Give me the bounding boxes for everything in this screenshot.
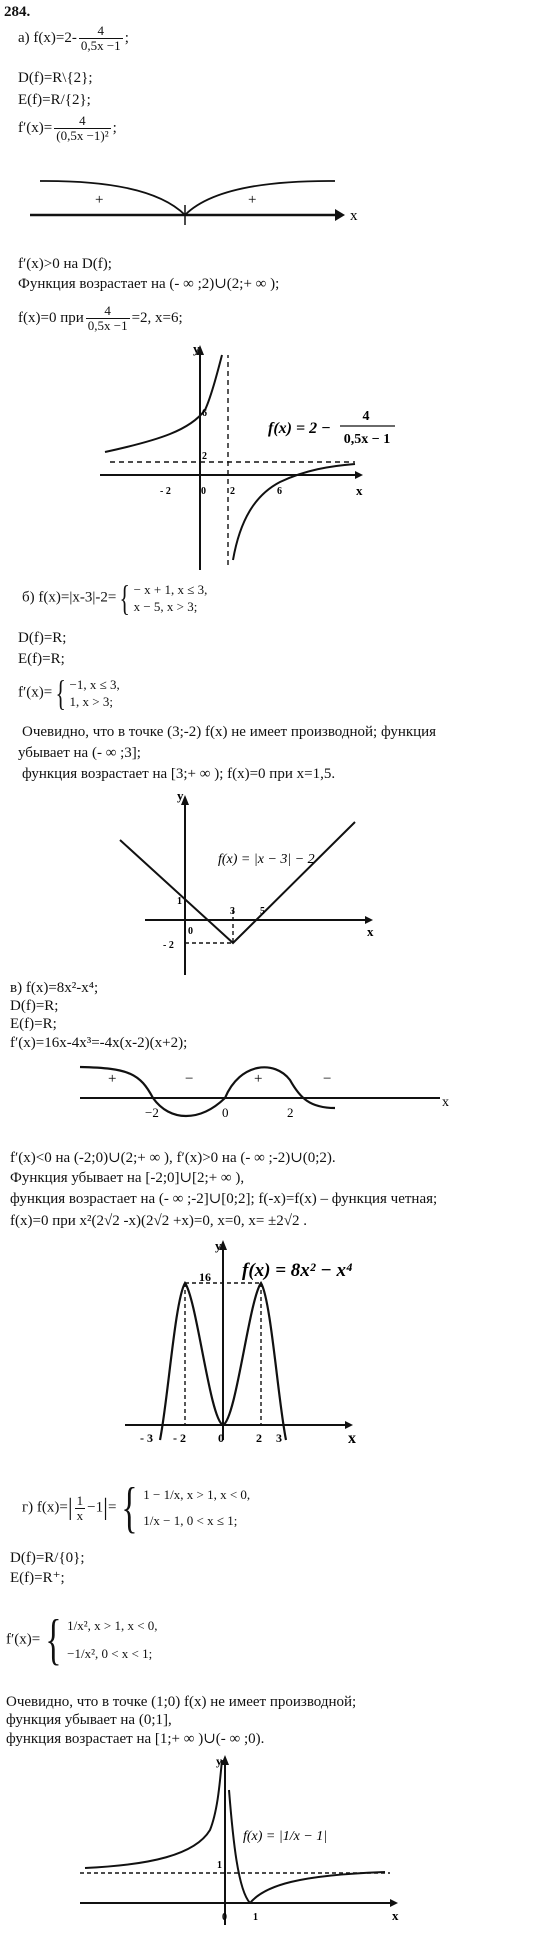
- part-c-x-arrow: [345, 1421, 353, 1429]
- part-d-range: E(f)=R⁺;: [10, 1570, 65, 1586]
- part-c-sign-note: f′(x)<0 на (-2;0)∪(2;+ ∞ ), f′(x)>0 на (- ∞ ;-2)∪(0;2).: [10, 1150, 336, 1166]
- part-b-y-label: y: [177, 788, 184, 803]
- part-c-sign-minus-1: −: [185, 1071, 194, 1087]
- part-c-sign-minus-2: −: [323, 1071, 332, 1087]
- part-a-sign-curve-left: [40, 181, 185, 215]
- part-d-x-label: x: [392, 1908, 399, 1923]
- part-d-curve-left: [85, 1760, 222, 1868]
- part-a-tick-6y: 6: [202, 408, 207, 419]
- problem-number: 284.: [4, 4, 31, 20]
- part-b-cases: [134, 581, 208, 615]
- part-c-tick-2: 2: [256, 1431, 262, 1445]
- part-d-domain: D(f)=R/{0};: [10, 1550, 85, 1566]
- part-a-graph-formula-num: 4: [362, 409, 370, 424]
- part-c-graph-formula: f(x) = 8x² − x⁴: [242, 1260, 353, 1281]
- part-b-tick-5: 5: [260, 906, 265, 917]
- part-d-function-lhs: г) f(x)=: [22, 1499, 68, 1516]
- part-b-x-label: x: [367, 924, 374, 939]
- part-a-range: E(f)=R/{2};: [18, 92, 91, 108]
- part-d-abs-num: 1: [76, 1492, 84, 1508]
- part-c-domain: D(f)=R;: [10, 998, 59, 1014]
- part-b-tick-0: 0: [188, 926, 193, 937]
- part-a-fraction-num: 4: [97, 23, 105, 38]
- part-c-tick-m2: - 2: [173, 1431, 186, 1445]
- part-a-zero-num: 4: [104, 303, 111, 318]
- part-c-sign-tick-2: 2: [287, 1105, 294, 1120]
- part-c-sign-plus-1: +: [108, 1071, 117, 1087]
- part-a-derivative-num: 4: [79, 113, 86, 128]
- part-d-abs-right: |: [103, 1495, 108, 1521]
- part-a-sign-plus-left: +: [95, 192, 104, 208]
- part-d-y-label: y: [216, 1754, 222, 1768]
- part-d-deriv-brace: {: [45, 1609, 62, 1671]
- part-a-sign-chart: [30, 181, 358, 225]
- part-a-sign-x-label: x: [350, 208, 358, 224]
- part-b-derivative-lhs: f′(x)=: [18, 684, 53, 701]
- part-d-tick-0: 0: [222, 1912, 227, 1923]
- part-d-case-1: 1 − 1/x, x > 1, x < 0,: [143, 1487, 251, 1502]
- part-c-graph: [125, 1238, 356, 1447]
- part-a-positive: f′(x)>0 на D(f);: [18, 256, 112, 272]
- part-b-deriv-cases: [70, 676, 120, 710]
- part-d-abs-fraction: [75, 1494, 86, 1523]
- part-a-derivative-post: ;: [112, 119, 117, 136]
- part-c-range: E(f)=R;: [10, 1016, 57, 1032]
- part-a-domain: D(f)=R\{2};: [18, 70, 93, 86]
- part-c-tick-0: 0: [218, 1431, 224, 1445]
- part-d-note-1: Очевидно, что в точке (1;0) f(x) не имеет производной;: [6, 1694, 357, 1710]
- part-b-note-1: Очевидно, что в точке (3;-2) f(x) не имеет производной; функция: [22, 724, 437, 740]
- part-d-abs-post: −1: [87, 1499, 104, 1516]
- part-b-graph-formula: f(x) = |x − 3| − 2: [218, 852, 315, 867]
- part-b-dcase-2: 1, x > 3;: [69, 694, 113, 709]
- part-d-deriv-cases: [67, 1612, 157, 1668]
- part-a-zero: [18, 304, 183, 333]
- part-d-x-arrow: [390, 1899, 398, 1907]
- part-b-tick-m2: - 2: [163, 940, 174, 951]
- part-a-curve-right: [233, 464, 355, 560]
- part-c-zeros: f(x)=0 при x²(2√2 -x)(2√2 +x)=0, x=0, x= ±2√2 .: [10, 1213, 307, 1229]
- part-c-increasing: функция возрастает на (- ∞ ;-2]∪[0;2]; f(-x)=f(x) – функция четная;: [10, 1191, 438, 1207]
- part-a-increasing: Функция возрастает на (- ∞ ;2)∪(2;+ ∞ );: [18, 276, 280, 292]
- part-b-graph: [120, 788, 374, 975]
- part-d-note-2: функция убывает на (0;1],: [6, 1712, 172, 1728]
- part-c-y-label: y: [215, 1238, 222, 1253]
- part-a-curve-left: [105, 355, 222, 452]
- part-b-tick-3: 3: [230, 906, 235, 917]
- part-c-sign-tick-0: 0: [222, 1105, 229, 1120]
- part-a-zero-lhs: f(x)=0 при: [18, 309, 84, 326]
- part-d-note-3: функция возрастает на [1;+ ∞ )∪(- ∞ ;0).: [6, 1731, 265, 1747]
- part-c-sign-plus-2: +: [254, 1071, 263, 1087]
- part-c-x-label: x: [348, 1430, 356, 1447]
- part-d-dcase-2: −1/x², 0 < x < 1;: [67, 1646, 153, 1661]
- part-d-derivative: [6, 1609, 158, 1671]
- part-a-graph: [100, 341, 395, 570]
- part-d-derivative-lhs: f′(x)=: [6, 1631, 41, 1648]
- part-b-case-1: − x + 1, x ≤ 3,: [133, 582, 208, 597]
- part-b-brace: {: [119, 578, 131, 618]
- part-c-sign-curve: [80, 1067, 335, 1116]
- part-d-brace: {: [121, 1477, 138, 1539]
- part-b-domain: D(f)=R;: [18, 630, 67, 646]
- part-b-function-lhs: б) f(x)=|x-3|-2=: [22, 589, 117, 606]
- part-a-tick-2y: 2: [202, 451, 207, 462]
- part-a-sign-plus-right: +: [248, 192, 257, 208]
- part-c-sign-tick-m2: −2: [145, 1105, 159, 1120]
- part-a-function-lhs: а) f(x)=2-: [18, 29, 77, 46]
- part-d-curve-right: [250, 1872, 385, 1903]
- part-a-graph-formula-den: 0,5x − 1: [343, 432, 391, 447]
- part-c-function: в) f(x)=8x²-x⁴;: [10, 980, 99, 996]
- part-b-function: [22, 580, 207, 616]
- part-a-fraction-den: 0,5x −1: [80, 38, 121, 53]
- part-b-range: E(f)=R;: [18, 651, 65, 667]
- part-b-note-2: убывает на (- ∞ ;3];: [18, 745, 141, 761]
- part-a-function-post: ;: [124, 29, 129, 46]
- part-c-tick-16: 16: [199, 1270, 211, 1284]
- part-a-tick-2x: 2: [230, 486, 235, 497]
- part-a-zero-den: 0,5x −1: [87, 318, 128, 333]
- part-d-tick-1y: 1: [217, 1860, 222, 1871]
- part-a-y-label: y: [193, 341, 200, 356]
- part-c-decreasing: Функция убывает на [-2;0]∪[2;+ ∞ ),: [10, 1170, 245, 1186]
- part-b-deriv-brace: {: [55, 673, 67, 713]
- part-b-derivative: [18, 675, 120, 711]
- part-a-tick-6x: 6: [277, 486, 282, 497]
- part-a-x-label: x: [356, 483, 363, 498]
- part-a-tick-m2: - 2: [160, 486, 171, 497]
- part-a-zero-post: =2, x=6;: [131, 309, 183, 326]
- part-c-derivative: f′(x)=16x-4x³=-4x(x-2)(x+2);: [10, 1035, 188, 1051]
- part-c-tick-m3: - 3: [140, 1431, 153, 1445]
- part-d-abs-left: |: [67, 1495, 73, 1521]
- part-b-note-3: функция возрастает на [3;+ ∞ ); f(x)=0 при x=1,5.: [22, 766, 336, 782]
- part-b-case-2: x − 5, x > 3;: [133, 599, 198, 614]
- part-a-derivative-den: (0,5x −1)²: [56, 128, 109, 143]
- part-d-graph: [80, 1754, 399, 1925]
- part-c-sign-x-label: x: [442, 1095, 449, 1110]
- part-d-abs-den: x: [76, 1507, 84, 1523]
- part-d-curve-middle: [229, 1790, 250, 1903]
- part-a-zero-fraction: [86, 304, 130, 333]
- part-a-tick-0: 0: [201, 486, 206, 497]
- part-b-curve: [120, 822, 355, 943]
- part-b-x-arrow: [365, 916, 373, 924]
- part-d-graph-formula: f(x) = |1/x − 1|: [243, 1829, 328, 1844]
- part-d-tick-1x: 1: [253, 1912, 258, 1923]
- part-a-x-arrow: [355, 471, 363, 479]
- part-b-tick-1y: 1: [177, 896, 182, 907]
- part-a-graph-formula-lhs: f(x) = 2 −: [268, 420, 331, 437]
- part-b-dcase-1: −1, x ≤ 3,: [69, 677, 120, 692]
- part-c-tick-3: 3: [276, 1431, 282, 1445]
- part-d-case-2: 1/x − 1, 0 < x ≤ 1;: [143, 1513, 238, 1528]
- part-d-cases: [143, 1482, 250, 1534]
- part-d-dcase-1: 1/x², x > 1, x < 0,: [67, 1618, 158, 1633]
- part-c-sign-chart: [80, 1067, 449, 1120]
- part-d-function: г) f(x)=| $\frac{1}{x}$ −1|={ 1 − 1/x, x > 1, x < 0, 1/x − 1, 0 < x ≤ 1;: [22, 1477, 251, 1539]
- part-a-derivative-lhs: f′(x)=: [18, 119, 53, 136]
- part-a-sign-arrow: [335, 209, 345, 221]
- part-a-sign-curve-right: [185, 181, 335, 215]
